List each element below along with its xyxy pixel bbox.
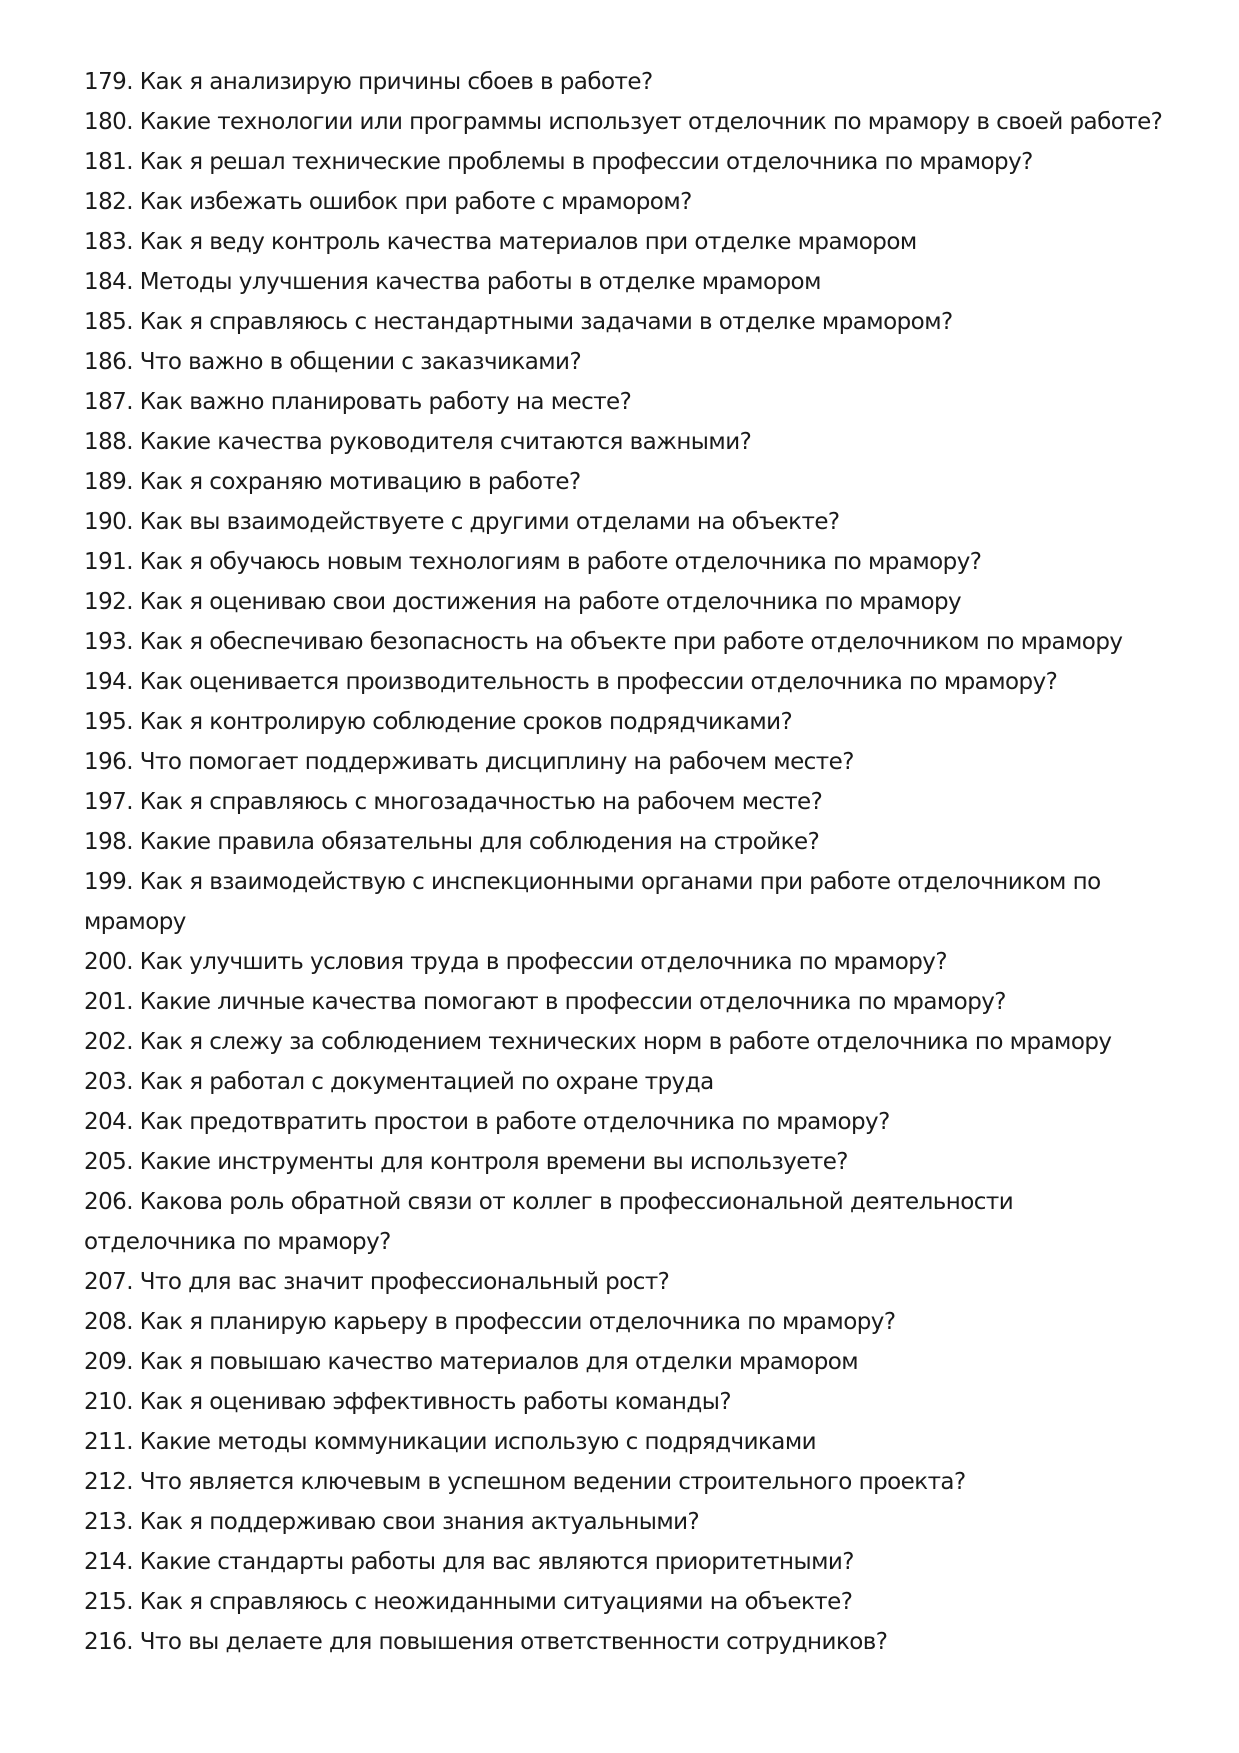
list-item: 199. Как я взаимодействую с инспекционными органами при работе отделочником по мрамору <box>84 869 1101 935</box>
list-item: 186. Что важно в общении с заказчиками? <box>84 349 582 375</box>
list-item: 202. Как я слежу за соблюдением технических норм в работе отделочника по мрамору <box>84 1029 1112 1055</box>
list-item: 191. Как я обучаюсь новым технологиям в работе отделочника по мрамору? <box>84 549 982 575</box>
list-item: 211. Какие методы коммуникации использую с подрядчиками <box>84 1429 817 1455</box>
list-item: 200. Как улучшить условия труда в профессии отделочника по мрамору? <box>84 949 948 975</box>
list-item: 196. Что помогает поддерживать дисциплину на рабочем месте? <box>84 749 854 775</box>
list-item: 192. Как я оцениваю свои достижения на работе отделочника по мрамору <box>84 589 962 615</box>
list-item: 183. Как я веду контроль качества материалов при отделке мрамором <box>84 229 917 255</box>
list-item: 179. Как я анализирую причины сбоев в работе? <box>84 69 653 95</box>
list-item: 187. Как важно планировать работу на месте? <box>84 389 632 415</box>
list-item: 181. Как я решал технические проблемы в профессии отделочника по мрамору? <box>84 149 1033 175</box>
list-item: 212. Что является ключевым в успешном ведении строительного проекта? <box>84 1469 966 1495</box>
list-item: 184. Методы улучшения качества работы в отделке мрамором <box>84 269 821 295</box>
list-item: 207. Что для вас значит профессиональный рост? <box>84 1269 670 1295</box>
list-item: 205. Какие инструменты для контроля времени вы используете? <box>84 1149 848 1175</box>
list-item: 188. Какие качества руководителя считаются важными? <box>84 429 752 455</box>
list-item: 190. Как вы взаимодействуете с другими отделами на объекте? <box>84 509 840 535</box>
list-item: 195. Как я контролирую соблюдение сроков подрядчиками? <box>84 709 793 735</box>
list-item: 213. Как я поддерживаю свои знания актуальными? <box>84 1509 700 1535</box>
list-item: 210. Как я оцениваю эффективность работы команды? <box>84 1389 731 1415</box>
list-item: 216. Что вы делаете для повышения ответственности сотрудников? <box>84 1629 888 1655</box>
list-item: 201. Какие личные качества помогают в профессии отделочника по мрамору? <box>84 989 1006 1015</box>
list-item: 214. Какие стандарты работы для вас являются приоритетными? <box>84 1549 854 1575</box>
list-item: 203. Как я работал с документацией по охране труда <box>84 1069 714 1095</box>
list-item: 180. Какие технологии или программы использует отделочник по мрамору в своей работе? <box>84 109 1163 135</box>
list-item: 206. Какова роль обратной связи от коллег в профессиональной деятельности отделочника по мрамору? <box>84 1189 1014 1255</box>
list-item: 189. Как я сохраняю мотивацию в работе? <box>84 469 581 495</box>
list-item: 209. Как я повышаю качество материалов для отделки мрамором <box>84 1349 859 1375</box>
list-item: 204. Как предотвратить простои в работе отделочника по мрамору? <box>84 1109 890 1135</box>
list-item: 193. Как я обеспечиваю безопасность на объекте при работе отделочником по мрамору <box>84 629 1123 655</box>
list-item: 194. Как оценивается производительность в профессии отделочника по мрамору? <box>84 669 1058 695</box>
list-item: 197. Как я справляюсь с многозадачностью на рабочем месте? <box>84 789 823 815</box>
list-item: 215. Как я справляюсь с неожиданными ситуациями на объекте? <box>84 1589 853 1615</box>
list-item: 198. Какие правила обязательны для соблюдения на стройке? <box>84 829 820 855</box>
list-item: 182. Как избежать ошибок при работе с мрамором? <box>84 189 692 215</box>
list-item: 185. Как я справляюсь с нестандартными задачами в отделке мрамором? <box>84 309 953 335</box>
list-item: 208. Как я планирую карьеру в профессии отделочника по мрамору? <box>84 1309 896 1335</box>
question-list <box>84 62 1164 1662</box>
